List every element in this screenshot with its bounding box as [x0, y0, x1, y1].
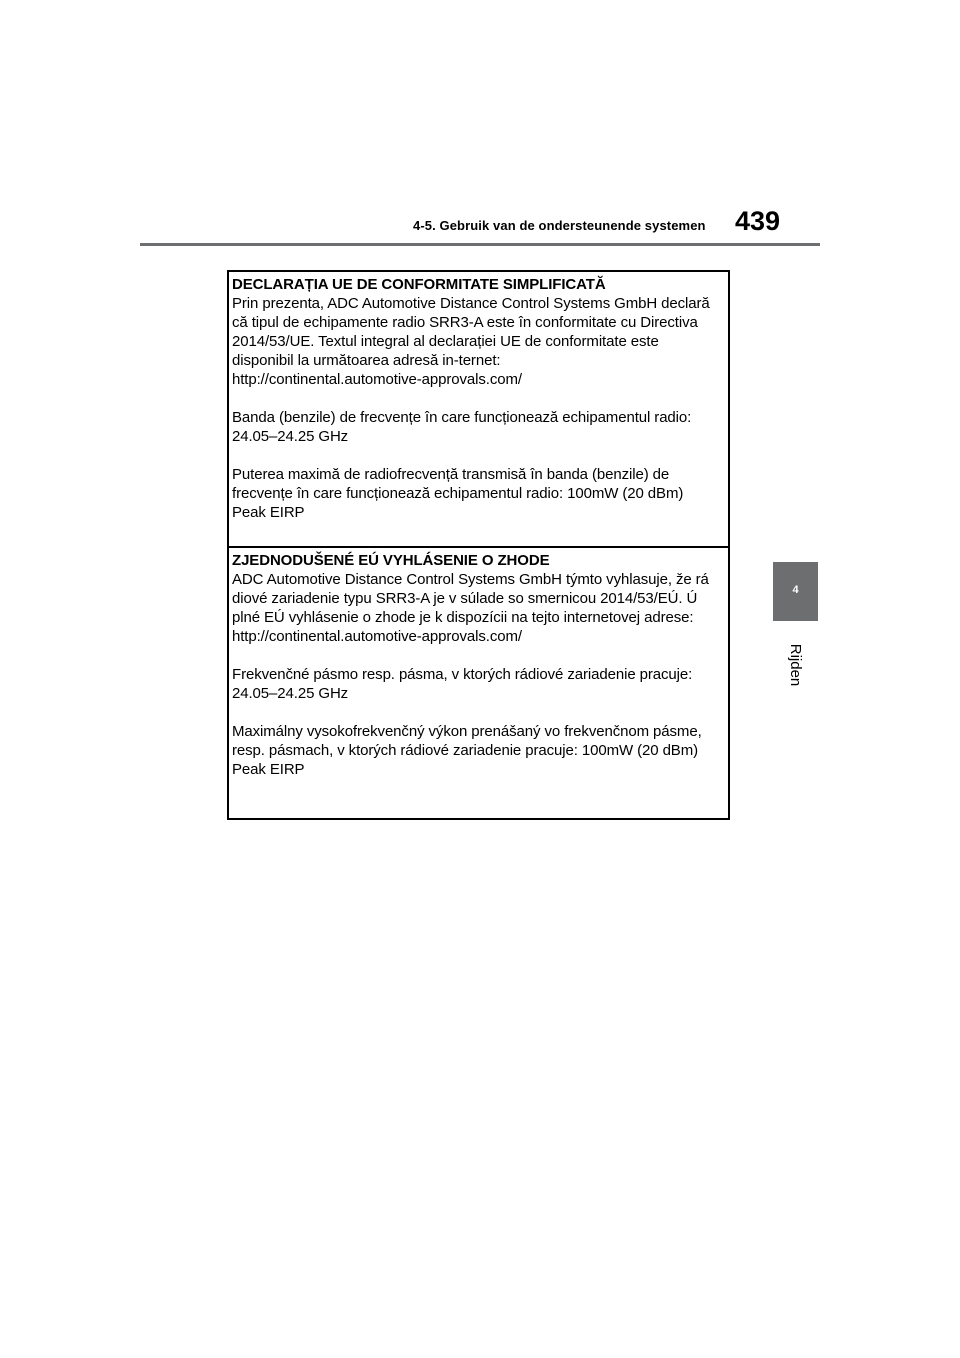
header-rule — [140, 243, 820, 246]
romanian-heading: DECLARAȚIA UE DE CONFORMITATE SIMPLIFICATĂ — [232, 276, 606, 293]
slovak-max-power: Maximálny vysokofrekvenčný výkon prenášaný vo frekvenčnom pásme, resp. pásmach, v ktorých rádiové zariadenie pracuje: 100mW (20 dBm) Peak EIRP — [232, 723, 702, 778]
slovak-heading: ZJEDNODUŠENÉ EÚ VYHLÁSENIE O ZHODE — [232, 552, 550, 569]
chapter-label: Rijden — [787, 643, 804, 687]
romanian-frequency-band: Banda (benzile) de frecvențe în care funcționează echipamentul radio: 24.05–24.25 GHz — [232, 409, 692, 445]
romanian-statement: Prin prezenta, ADC Automotive Distance Control Systems GmbH declară că tipul de echipamente radio SRR3-A este în conformitate cu Directiva 2014/53/UE. Textul integral al declarației UE de conformitate este disponibil la următoarea adresă in-ternet: http://continental.automotive-approvals.com/ — [232, 295, 710, 388]
romanian-declaration — [229, 272, 728, 546]
page-number: 439 — [735, 206, 781, 236]
chapter-tab — [773, 562, 818, 621]
declaration-box — [227, 270, 730, 820]
slovak-frequency-band: Frekvenčné pásmo resp. pásma, v ktorých rádiové zariadenie pracuje: 24.05–24.25 GHz — [232, 666, 693, 702]
slovak-statement: ADC Automotive Distance Control Systems GmbH týmto vyhlasuje, že rá diové zariadenie typu SRR3-A je v súlade so smernicou 2014/53/EÚ. Ú plné EÚ vyhlásenie o zhode je k dispozícii na tejto internetovej adrese: http://continental.automotive-approvals.com/ — [232, 571, 709, 645]
page-header — [0, 0, 960, 250]
slovak-declaration — [229, 546, 728, 820]
chapter-number: 4 — [792, 584, 799, 596]
romanian-max-power: Puterea maximă de radiofrecvență transmisă în banda (benzile) de frecvențe în care funcționează echipamentul radio: 100mW (20 dBm) Peak EIRP — [232, 466, 684, 521]
section-title: 4-5. Gebruik van de ondersteunende systemen — [413, 218, 706, 233]
